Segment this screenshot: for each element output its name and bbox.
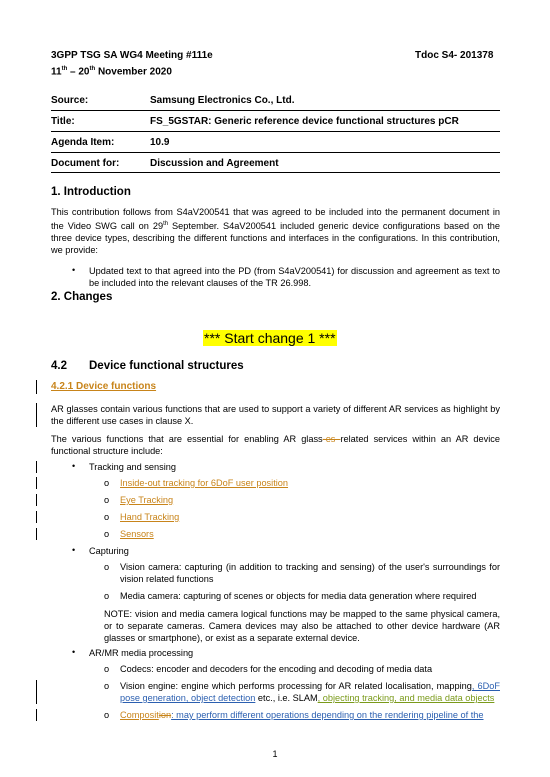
sub-bullet-icon: o: [104, 512, 110, 522]
section-paragraph-2: The various functions that are essential for enabling AR glass-es related services within an AR device functional structure include:: [51, 434, 500, 456]
tracking-heading: Tracking and sensing: [89, 462, 176, 472]
meta-agenda: [51, 132, 501, 152]
meta-source: [51, 90, 501, 110]
tracking-item: Sensors: [120, 529, 154, 539]
meta-value: Discussion and Agreement: [150, 158, 279, 169]
meta-key: Agenda Item:: [51, 137, 115, 148]
bullet-icon: •: [72, 647, 76, 657]
meeting-title: 3GPP TSG SA WG4 Meeting #111e: [51, 50, 213, 61]
vision-engine-item: Vision engine: engine which performs processing for AR related localisation, mapping, 6DoF pose generation, object detection etc., i.e. SLAM, objecting tracking, and media data objects: [120, 681, 500, 703]
intro-paragraph: This contribution follows from S4aV200541 that was agreed to be included into the permanent document in the Video SWG call on 29th September. S4aV200541 included generic device configurations based on the three device types, describing the different functions and interfaces in the configurations. In this contribution, we provide:: [51, 207, 500, 256]
sub-bullet-icon: o: [104, 710, 110, 720]
meta-divider: [51, 172, 500, 173]
vision-camera-item: Vision camera: capturing (in addition to tracking and sensing) of the user's surroundings for vision related functions: [120, 562, 500, 584]
composition-item: Composition: may perform different operations depending on the rendering pipeline of the: [120, 710, 484, 720]
sub-bullet-icon: o: [104, 495, 110, 505]
change-bar: [36, 709, 37, 721]
change-banner: *** Start change 1 ***: [204, 330, 336, 346]
codecs-item: Codecs: encoder and decoders for the encoding and decoding of media data: [120, 664, 433, 674]
meta-key: Document for:: [51, 158, 120, 169]
meta-title: [51, 111, 501, 131]
section-title: Device functional structures: [89, 360, 244, 372]
meta-docfor: [51, 153, 501, 173]
capturing-heading: Capturing: [89, 546, 129, 556]
meta-value: 10.9: [150, 137, 170, 148]
sub-bullet-icon: o: [104, 478, 110, 488]
tracking-item: Eye Tracking: [120, 495, 174, 505]
meta-key: Source:: [51, 95, 89, 106]
meta-value: FS_5GSTAR: Generic reference device functional structures pCR: [150, 116, 459, 127]
bullet-icon: •: [72, 545, 76, 555]
changes-heading: 2. Changes: [51, 291, 113, 303]
section-paragraph-1: AR glasses contain various functions that are used to support a variety of different AR services as highlight by the different use cases in clause X.: [51, 404, 500, 426]
media-camera-item: Media camera: capturing of scenes or objects for media data generation where required: [120, 591, 477, 601]
change-bar: [36, 380, 37, 394]
sub-bullet-icon: o: [104, 591, 110, 601]
sub-bullet-icon: o: [104, 529, 110, 539]
sub-bullet-icon: o: [104, 562, 110, 572]
bullet-icon: •: [72, 461, 76, 471]
page-number: 1: [272, 749, 278, 759]
sub-bullet-icon: o: [104, 681, 110, 691]
change-bar: [36, 680, 37, 704]
bullet-icon: •: [72, 265, 76, 275]
subsection-heading: 4.2.1 Device functions: [51, 381, 157, 392]
camera-note: NOTE: vision and media camera logical functions may be mapped to the same physical camera, or to separate cameras. Camera devices may also be attached to other device hardware (AR glasses or smartphone), or exist as a separate external device.: [104, 609, 500, 643]
meeting-date: 11th – 20th November 2020: [51, 66, 172, 78]
tracking-item: Hand Tracking: [120, 512, 180, 522]
intro-bullet: Updated text to that agreed into the PD (from S4aV200541) for discussion and agreement as text to be included into the relevant clauses of the TR 26.998.: [89, 266, 500, 288]
armr-heading: AR/MR media processing: [89, 648, 194, 658]
change-bar: [36, 477, 37, 489]
change-bar: [36, 511, 37, 523]
change-bar: [36, 461, 37, 473]
sub-bullet-icon: o: [104, 664, 110, 674]
section-number: 4.2: [51, 360, 67, 372]
tracking-item: Inside-out tracking for 6DoF user position: [120, 478, 289, 488]
change-bar: [36, 403, 37, 427]
change-bar: [36, 494, 37, 506]
tdoc-number: Tdoc S4- 201378: [415, 50, 494, 61]
intro-heading: 1. Introduction: [51, 186, 131, 198]
change-bar: [36, 528, 37, 540]
meta-key: Title:: [51, 116, 75, 127]
meta-value: Samsung Electronics Co., Ltd.: [150, 95, 295, 106]
